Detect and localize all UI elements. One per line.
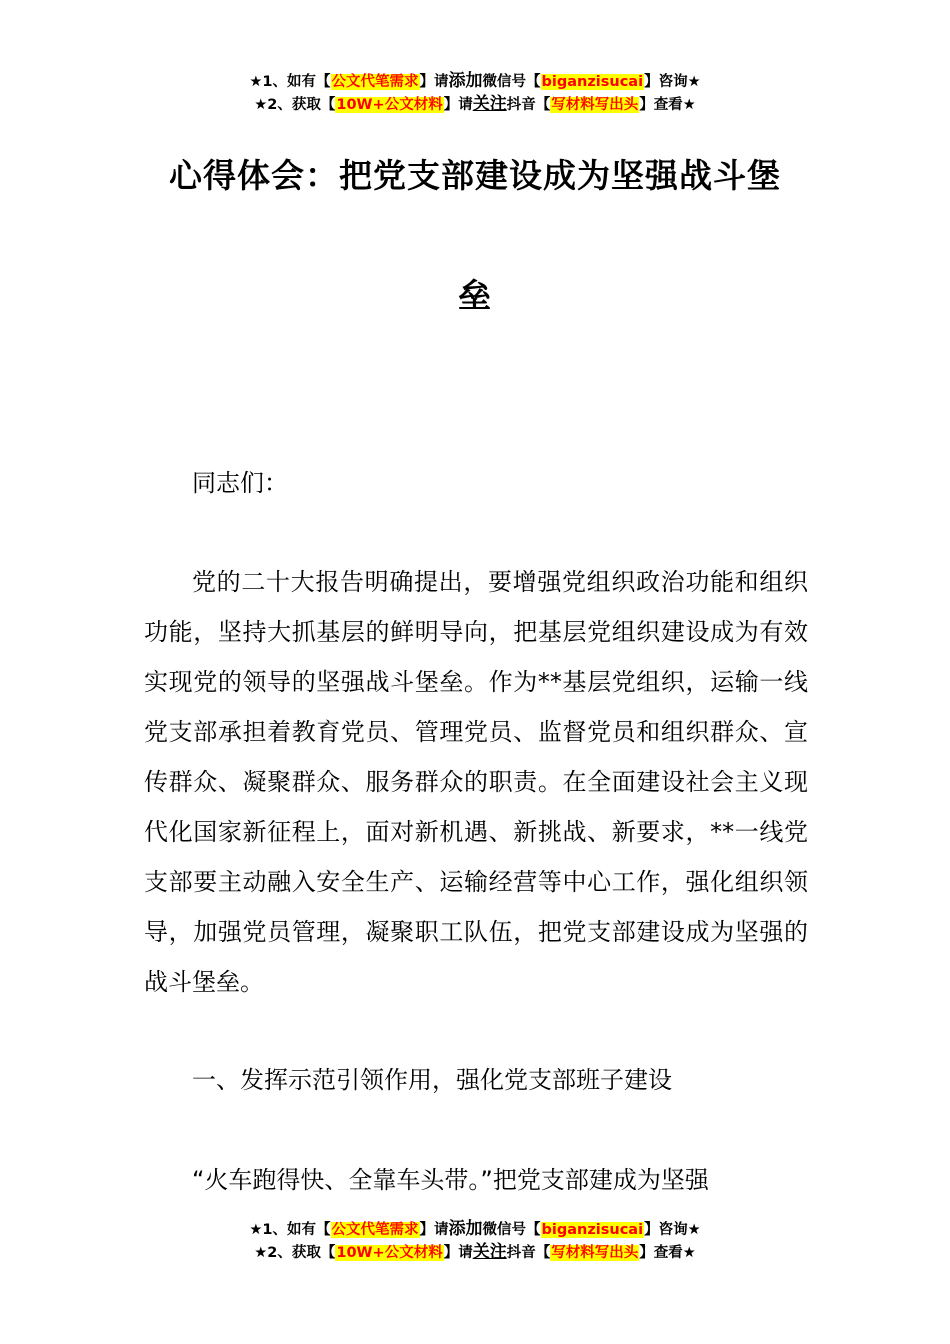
banner-emphasis: 关注 (472, 94, 507, 114)
salutation: 同志们： (192, 469, 288, 497)
banner-text: 微信号【 (482, 1222, 541, 1238)
banner-highlight: 10W+公文材料 (336, 1245, 443, 1261)
banner-text: 】咨询★ (644, 74, 701, 90)
banner-highlight: 公文代笔需求 (331, 1222, 419, 1238)
document-title-continued (150, 265, 800, 327)
banner-emphasis: 添加 (448, 1219, 483, 1239)
banner-text: ★1、如有【 (249, 1222, 331, 1238)
banner-text: 】咨询★ (644, 1222, 701, 1238)
banner-douyin-id: 写材料写出头 (551, 1245, 639, 1261)
banner-text: ★2、获取【 (254, 1245, 336, 1261)
section-heading-1: 一、发挥示范引领作用，强化党支部班子建设 (192, 1066, 672, 1094)
banner-text: 抖音【 (506, 1245, 551, 1261)
footer-banner (0, 1218, 950, 1264)
banner-highlight: 10W+公文材料 (336, 97, 443, 113)
banner-line-2 (0, 93, 950, 116)
title-line-2: 垒 (458, 276, 492, 315)
banner-text: 】请 (419, 74, 449, 90)
banner-text: 】查看★ (639, 1245, 696, 1261)
banner-emphasis: 添加 (448, 71, 483, 91)
banner-line-2 (0, 1241, 950, 1264)
banner-emphasis: 关注 (472, 1242, 507, 1262)
document-title (150, 145, 800, 207)
paragraph-2: “火车跑得快、全靠车头带。”把党支部建成为坚强 (192, 1166, 709, 1194)
banner-text: 】查看★ (639, 97, 696, 113)
banner-douyin-id: 写材料写出头 (551, 97, 639, 113)
banner-text: 】请 (443, 1245, 473, 1261)
banner-line-1 (0, 1218, 950, 1241)
banner-wechat-id: biganzisucai (541, 1222, 644, 1238)
banner-text: 】请 (443, 97, 473, 113)
banner-text: 抖音【 (506, 97, 551, 113)
banner-text: 】请 (419, 1222, 449, 1238)
banner-line-1 (0, 70, 950, 93)
title-line-1: 心得体会：把党支部建设成为坚强战斗堡 (169, 156, 781, 195)
banner-highlight: 公文代笔需求 (331, 74, 419, 90)
banner-text: 微信号【 (482, 74, 541, 90)
banner-text: ★2、获取【 (254, 97, 336, 113)
banner-wechat-id: biganzisucai (541, 74, 644, 90)
paragraph-1: 党的二十大报告明确提出，要增强党组织政治功能和组织功能，坚持大抓基层的鲜明导向，把基层党组织建设成为有效实现党的领导的坚强战斗堡垒。作为**基层党组织，运输一线党支部承担着教育党员、管理党员、监督党员和组织群众、宣传群众、凝聚群众、服务群众的职责。在全面建设社会主义现代化国家新征程上，面对新机遇、新挑战、新要求，**一线党支部要主动融入安全生产、运输经营等中心工作，强化组织领导，加强党员管理，凝聚职工队伍，把党支部建设成为坚强的战斗堡垒。 (144, 568, 808, 996)
header-banner (0, 70, 950, 116)
banner-text: ★1、如有【 (249, 74, 331, 90)
